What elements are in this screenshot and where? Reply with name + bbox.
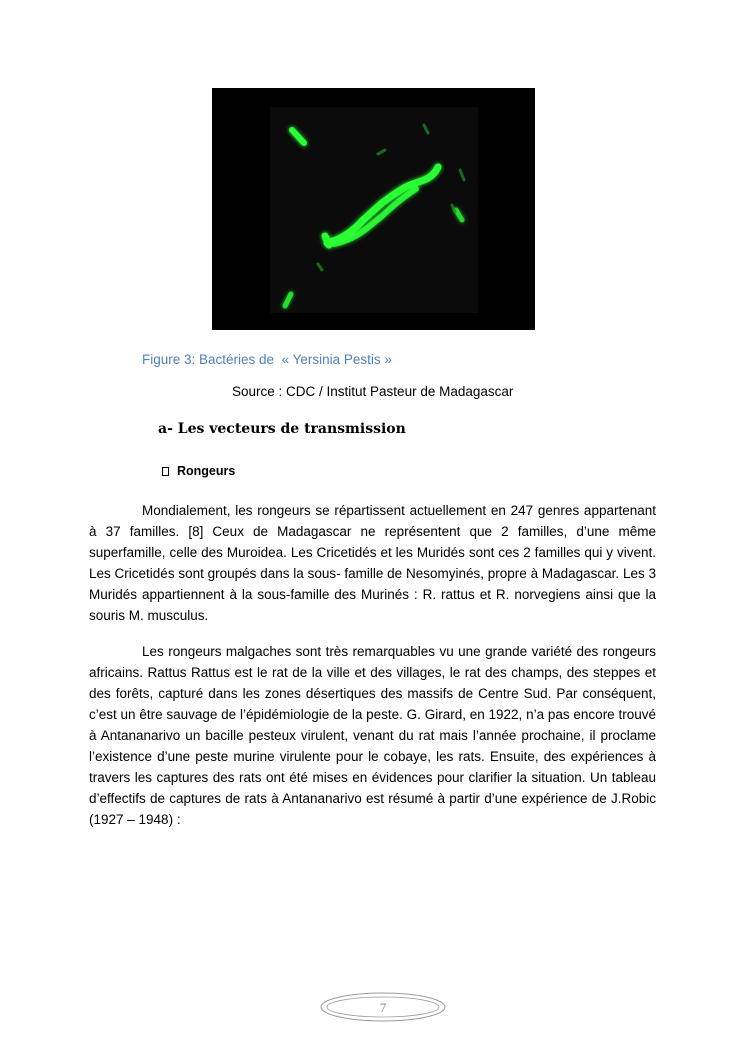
figure-source: Source : CDC / Institut Pasteur de Madagascar: [232, 384, 514, 399]
paragraph-rongeurs-malgaches: Les rongeurs malgaches sont très remarquables vu une grande variété des rongeurs africains. Rattus Rattus est le rat de la ville et des villages, le rat des champs, des steppes et des forêts, capturé dans les zones désertiques des massifs de Centre Sud. Par conséquent, c’est un être sauvage de l’épidémiologie de la peste. G. Girard, en 1922, n’a pas encore trouvé à Antananarivo un bacille pesteux virulent, venant du rat mais l’année prochaine, il proclame l’existence d’une peste murine virulente pour le cobaye, les rats. Ensuite, des expériences à travers les captures des rats ont été mises en évidences pour clarifier la situation. Un tableau d’effectifs de captures de rats à Antananarivo est résumé à partir d’une expérience de J.Robic (1927 – 1948) :: [89, 644, 656, 827]
sub-heading-rongeurs: [162, 464, 235, 478]
figure-caption: Figure 3: Bactéries de « Yersinia Pestis »: [142, 352, 392, 367]
bullet-square-icon: [162, 467, 169, 476]
sub-heading-label: Rongeurs: [177, 464, 236, 478]
paragraph-rongeurs-distribution: Mondialement, les rongeurs se répartissent actuellement en 247 genres appartenant à 37 familles. [8] Ceux de Madagascar ne représentent que 2 familles, d’une même superfamille, celle des Muroidea. Les Cricetidés et les Muridés sont ces 2 familles qui y vivent. Les Cricetidés sont groupés dans la sous- famille de Nesomyinés, propre à Madagascar. Les 3 Muridés appartiennent à la sous-famille des Murinés : R. rattus et R. norvegiens ainsi que la souris M. musculus.: [89, 503, 656, 623]
bacteria-figure-image: [212, 88, 535, 330]
page-number: 7: [379, 1000, 387, 1015]
bacterium-left-small: [325, 236, 329, 245]
section-heading: a- Les vecteurs de transmission: [158, 421, 406, 437]
page-number-frame: [320, 992, 446, 1022]
